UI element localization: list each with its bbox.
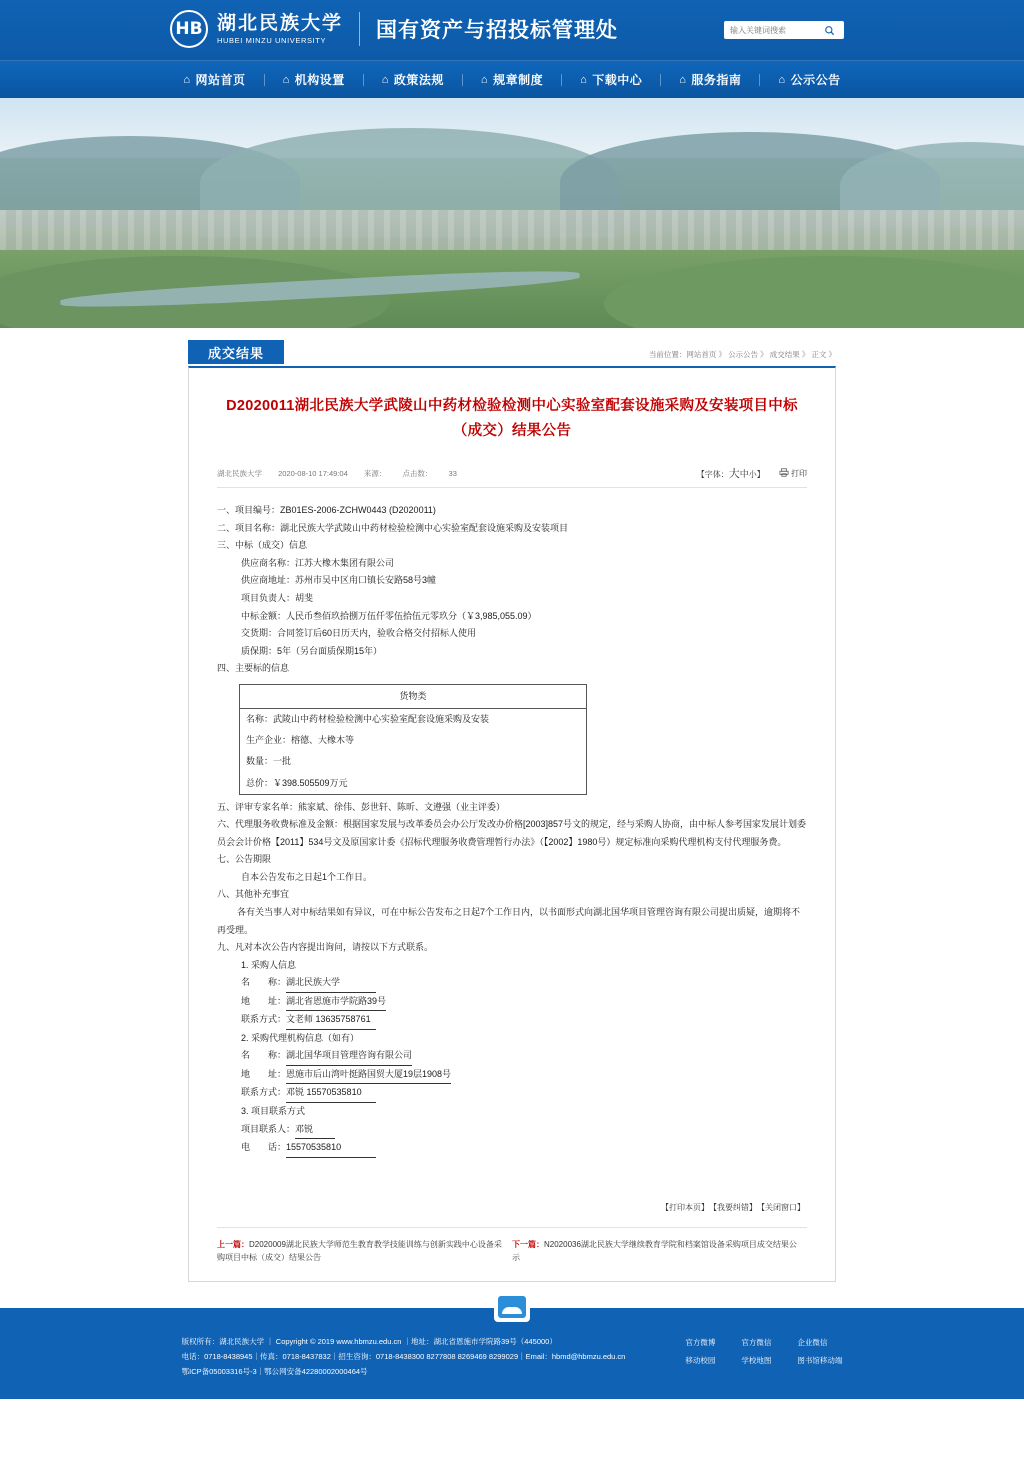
review-experts-line: 五、评审专家名单：熊家斌、徐伟、彭世轩、陈昕、文遵强（业主评委） bbox=[217, 801, 506, 812]
inquiry-heading: 九、凡对本次公告内容提出询问，请按以下方式联系。 bbox=[217, 942, 434, 953]
footer-link-top-1[interactable]: 官方微博 bbox=[685, 1337, 716, 1347]
nav-item-label: 服务指南 bbox=[691, 73, 742, 87]
footer-link-bottom-3[interactable]: 图书馆移动端 bbox=[797, 1355, 843, 1365]
footer-links bbox=[685, 1334, 842, 1379]
font-size-large-button[interactable]: 大 bbox=[728, 468, 740, 481]
breadcrumb bbox=[649, 349, 836, 360]
article-action-2[interactable]: 【我要纠错】 bbox=[713, 1202, 757, 1212]
award-info-heading: 三、中标（成交）信息 bbox=[217, 540, 308, 551]
project-contact-person-value: 邓锐 bbox=[295, 1121, 335, 1140]
agency-address-label: 地 址： bbox=[241, 1068, 287, 1079]
project-contact-tel-value: 15570535810 bbox=[286, 1139, 376, 1158]
pager-prev[interactable] bbox=[217, 1238, 512, 1265]
goods-table-cell-3: 数量：一批 bbox=[246, 756, 292, 767]
home-icon: ⌂ bbox=[183, 73, 191, 86]
article-actions bbox=[217, 1202, 807, 1213]
other-matters-heading: 八、其他补充事宜 bbox=[217, 889, 290, 900]
print-label: 打印 bbox=[791, 468, 807, 478]
site-logo[interactable] bbox=[170, 10, 618, 48]
footer-link-bottom-1[interactable]: 移动校园 bbox=[685, 1355, 716, 1365]
footer-line-1: 版权所有：湖北民族大学 ｜ Copyright © 2019 www.hbmzu.edu.cn ｜地址：湖北省恩施市学院路39号（445000） bbox=[181, 1336, 557, 1346]
search-box[interactable] bbox=[724, 21, 844, 39]
project-manager-line: 项目负责人：胡斐 bbox=[241, 593, 314, 604]
supplier-name-line: 供应商名称：江苏大橡木集团有限公司 bbox=[241, 557, 395, 568]
home-icon: ⌂ bbox=[679, 73, 687, 86]
search-icon[interactable] bbox=[816, 21, 842, 39]
purchaser-name-label: 名 称： bbox=[241, 977, 287, 988]
warranty-line: 质保期：5年（另台面质保期15年） bbox=[241, 645, 383, 656]
agency-fee-line: 六、代理服务收费标准及金额：根据国家发展与改革委员会办公厅发改办价格[2003]857号文的规定，经与采购人协商，由中标人参考国家发展计划委员会会计价格【2011】534号文及原国家计委《招标代理服务收费管理暂行办法》（【2002】1980号）规定标准向采购代理机构支付代理服务费。 bbox=[217, 819, 807, 847]
nav-item-2[interactable] bbox=[265, 71, 363, 88]
page-title: D2020011湖北民族大学武陵山中药材检验检测中心实验室配套设施采购及安装项目中标（成交）结果公告 bbox=[226, 398, 798, 439]
agency-name-label: 名 称： bbox=[241, 1050, 287, 1061]
goods-table-cell-1: 名称：武陵山中药材检验检测中心实验室配套设施采购及安装 bbox=[246, 714, 490, 725]
font-size-label-end: 】 bbox=[756, 470, 765, 480]
section-header bbox=[188, 334, 836, 364]
breadcrumb-item-3[interactable]: 成交结果 bbox=[769, 350, 800, 359]
breadcrumb-prefix: 当前位置： bbox=[648, 350, 687, 359]
article-card bbox=[188, 366, 836, 1282]
nav-item-1[interactable] bbox=[165, 71, 263, 88]
pager-prev-label: 上一篇： bbox=[217, 1239, 249, 1249]
article-source-label: 来源： bbox=[363, 468, 387, 478]
breadcrumb-item-4[interactable]: 正文 bbox=[811, 350, 827, 359]
nav-item-7[interactable] bbox=[760, 71, 858, 88]
font-size-controls bbox=[697, 465, 765, 481]
nav-item-4[interactable] bbox=[463, 71, 561, 88]
nav-item-label: 政策法规 bbox=[393, 73, 444, 87]
project-contact-person-label: 项目联系人： bbox=[241, 1123, 296, 1134]
search-input[interactable] bbox=[724, 22, 816, 38]
purchaser-contact-label: 联系方式： bbox=[241, 1014, 287, 1025]
article-meta bbox=[217, 465, 807, 488]
agency-name-value: 湖北国华项目管理咨询有限公司 bbox=[286, 1047, 412, 1066]
pager-prev-text[interactable]: D2020009湖北民族大学师范生教育教学技能训练与创新实践中心设备采购项目中标（成交）结果公告 bbox=[217, 1239, 502, 1263]
university-seal-icon: HB bbox=[170, 10, 208, 48]
department-title: 国有资产与招投标管理处 bbox=[376, 19, 619, 42]
goods-table bbox=[239, 684, 587, 795]
article-views: 33 bbox=[448, 468, 457, 478]
print-button[interactable] bbox=[779, 468, 807, 479]
nav-item-5[interactable] bbox=[562, 71, 660, 88]
nav-item-6[interactable] bbox=[661, 71, 759, 88]
table-row bbox=[240, 730, 587, 751]
footer-link-bottom-2[interactable]: 学校地图 bbox=[741, 1355, 772, 1365]
purchaser-name-value: 湖北民族大学 bbox=[286, 974, 376, 993]
section-tab-label: 成交结果 bbox=[188, 340, 284, 364]
project-name-line: 二、项目名称：湖北民族大学武陵山中药材检验检测中心实验室配套设施采购及安装项目 bbox=[217, 522, 569, 533]
pager-next-text[interactable]: N2020036湖北民族大学继续教育学院和档案馆设备采购项目成交结果公示 bbox=[512, 1239, 797, 1263]
nav-item-label: 机构设置 bbox=[294, 73, 345, 87]
purchaser-info-heading: 1. 采购人信息 bbox=[241, 959, 297, 970]
home-icon: ⌂ bbox=[580, 73, 588, 86]
table-row bbox=[240, 751, 587, 772]
article-action-1[interactable]: 【打印本页】 bbox=[661, 1202, 709, 1212]
breadcrumb-separator: 》 bbox=[826, 350, 836, 359]
footer-link-top-3[interactable]: 企业微信 bbox=[797, 1337, 828, 1347]
agency-contact-value: 邓锐 15570535810 bbox=[286, 1084, 376, 1103]
footer-line-2: 电话：0718-8438945｜传真：0718-8437832｜招生咨询：0718-8438300 8277808 8269469 8299029｜Email：hbmd@hbmzu.edu.cn bbox=[181, 1351, 626, 1361]
goods-table-header: 货物类 bbox=[240, 684, 587, 709]
gov-seal-icon[interactable] bbox=[494, 1292, 530, 1322]
home-icon: ⌂ bbox=[778, 73, 786, 86]
goods-table-cell-2: 生产企业：榕德、大橡木等 bbox=[246, 735, 355, 746]
article-action-3[interactable]: 【关闭窗口】 bbox=[761, 1202, 805, 1212]
nav-item-label: 规章制度 bbox=[493, 73, 544, 87]
footer-line-3: 鄂ICP备05003316号-3｜鄂公网安备42280002000464号 bbox=[181, 1366, 368, 1376]
logo-divider bbox=[359, 12, 360, 46]
article-views-label: 点击数： bbox=[402, 468, 433, 478]
award-amount-line: 中标金额：人民币叁佰玖拾捌万伍仟零伍拾伍元零玖分（￥3,985,055.09） bbox=[241, 610, 537, 621]
article-pager bbox=[217, 1227, 807, 1265]
font-size-medium-button[interactable]: 中 bbox=[739, 469, 749, 480]
site-footer bbox=[0, 1308, 1024, 1399]
footer-link-top-2[interactable]: 官方微信 bbox=[741, 1337, 772, 1347]
goods-table-cell-4: 总价：￥398.505509万元 bbox=[246, 777, 348, 788]
purchaser-contact-value: 文老师 13635758761 bbox=[286, 1011, 376, 1030]
project-contact-heading: 3. 项目联系方式 bbox=[241, 1105, 306, 1116]
pager-next[interactable] bbox=[512, 1238, 807, 1265]
project-contact-tel-label: 电 话： bbox=[241, 1142, 287, 1153]
agency-contact-label: 联系方式： bbox=[241, 1087, 287, 1098]
footer-info bbox=[182, 1334, 626, 1379]
purchaser-address-label: 地 址： bbox=[241, 995, 287, 1006]
agency-address-value: 恩施市后山湾叶挺路国贸大厦19层1908号 bbox=[286, 1066, 451, 1085]
table-row bbox=[240, 709, 587, 731]
home-icon: ⌂ bbox=[480, 73, 489, 86]
site-header bbox=[0, 0, 1024, 60]
home-icon: ⌂ bbox=[282, 73, 290, 86]
delivery-period-line: 交货期：合同签订后60日历天内，验收合格交付招标人使用 bbox=[241, 628, 477, 639]
announcement-period-text: 自本公告发布之日起1个工作日。 bbox=[241, 871, 373, 882]
project-number-line: 一、项目编号：ZB01ES-2006-ZCHW0443 (D2020011) bbox=[217, 505, 436, 516]
breadcrumb-item-1[interactable]: 网站首页 bbox=[686, 350, 717, 359]
other-matters-text: 各有关当事人对中标结果如有异议，可在中标公告发布之日起7个工作日内，以书面形式向湖北国华项目管理咨询有限公司提出质疑，逾期将不再受理。 bbox=[217, 906, 801, 935]
article-body bbox=[217, 502, 807, 1157]
agency-info-heading: 2. 采购代理机构信息（如有） bbox=[241, 1032, 360, 1043]
supplier-address-line: 供应商地址：苏州市吴中区甪口镇长安路58号3幢 bbox=[241, 575, 437, 586]
announcement-period-heading: 七、公告期限 bbox=[217, 854, 272, 865]
breadcrumb-separator: 》 bbox=[758, 350, 770, 359]
article-source: 湖北民族大学 bbox=[217, 468, 262, 478]
breadcrumb-separator: 》 bbox=[799, 350, 812, 359]
hero-banner-image bbox=[0, 98, 1024, 328]
university-name-cn: 湖北民族大学 bbox=[217, 12, 344, 34]
nav-item-label: 公示公告 bbox=[790, 73, 841, 87]
purchaser-address-value: 湖北省恩施市学院路39号 bbox=[286, 993, 386, 1012]
pager-next-label: 下一篇： bbox=[512, 1239, 544, 1249]
nav-item-3[interactable] bbox=[364, 71, 462, 88]
main-navigation bbox=[0, 60, 1024, 98]
nav-item-label: 网站首页 bbox=[195, 73, 246, 87]
breadcrumb-item-2[interactable]: 公示公告 bbox=[728, 350, 759, 359]
home-icon: ⌂ bbox=[381, 73, 389, 86]
nav-item-label: 下载中心 bbox=[592, 73, 643, 87]
article-datetime: 2020-08-10 17:49:04 bbox=[278, 468, 348, 478]
table-row bbox=[240, 773, 587, 795]
font-size-label: 【字体： bbox=[696, 470, 729, 480]
printer-icon bbox=[779, 468, 789, 477]
main-subject-heading: 四、主要标的信息 bbox=[217, 663, 290, 674]
font-size-small-button[interactable]: 小 bbox=[748, 470, 757, 480]
university-name-en: HUBEI MINZU UNIVERSITY bbox=[217, 35, 327, 45]
breadcrumb-separator: 》 bbox=[716, 350, 729, 359]
